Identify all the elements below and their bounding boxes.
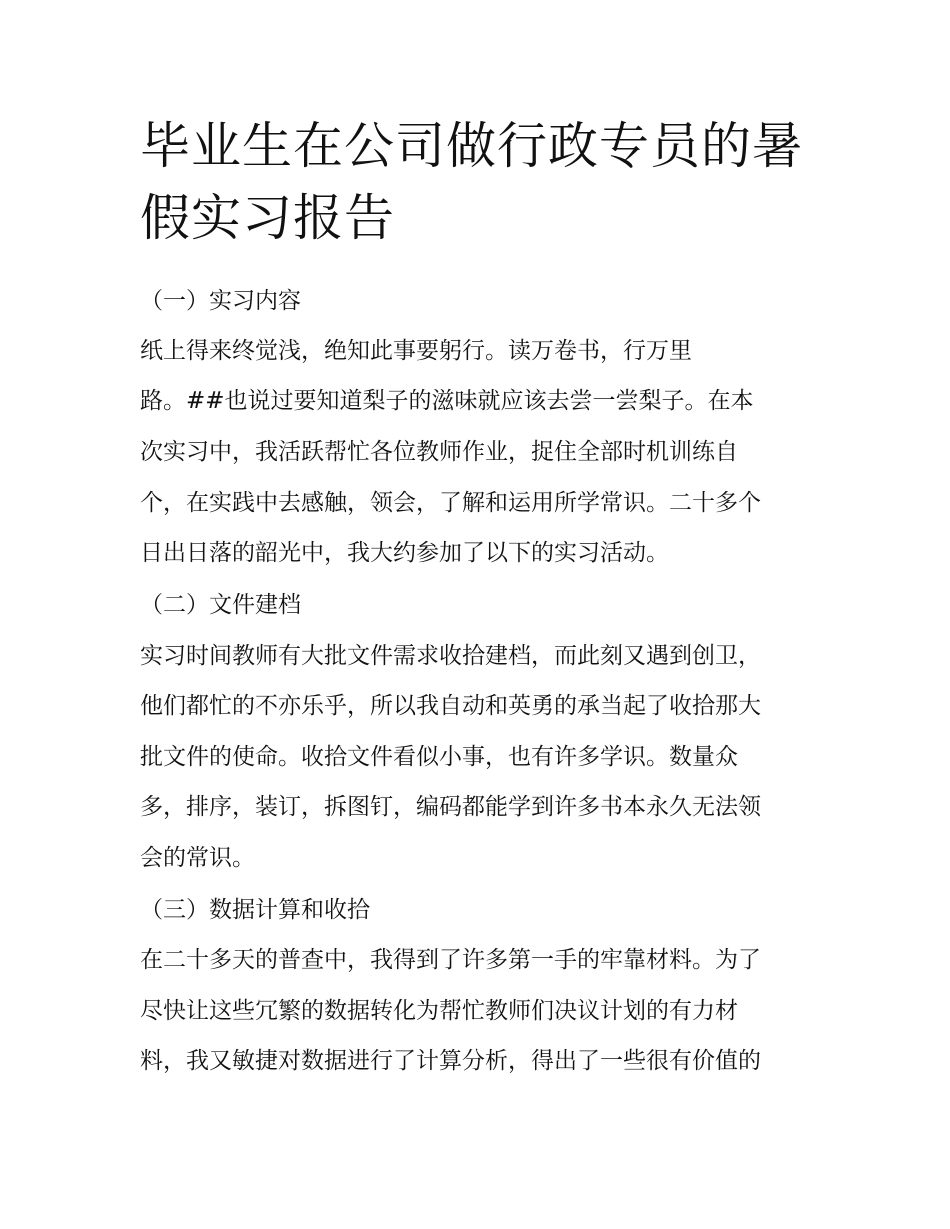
paragraph-line: 次实习中，我活跃帮忙各位教师作业，捉住全部时机训练自 [140, 439, 738, 465]
paragraph-line: 路。##也说过要知道梨子的滋味就应该去尝一尝梨子。在本 [140, 388, 754, 414]
paragraph-line: 多，排序，装订，拆图钉，编码都能学到许多书本永久无法领 [140, 794, 761, 820]
section-heading: （二）文件建档 [140, 592, 301, 618]
paragraph-line: 料，我又敏捷对数据进行了计算分析，得出了一些很有价值的 [140, 1048, 761, 1074]
document-title: 毕业生在公司做行政专员的暑假实习报告 [140, 117, 803, 247]
paragraph-line: 批文件的使命。收拾文件看似小事，也有许多学识。数量众 [140, 744, 738, 770]
paragraph-line: 纸上得来终觉浅，绝知此事要躬行。读万卷书，行万里 [140, 338, 692, 364]
paragraph-line: 在二十多天的普查中，我得到了许多第一手的牢靠材料。为了 [140, 947, 761, 973]
paragraph-line: 日出日落的韶光中，我大约参加了以下的实习活动。 [140, 540, 669, 566]
paragraph-line: 会的常识。 [140, 845, 255, 871]
paragraph-line: 他们都忙的不亦乐乎，所以我自动和英勇的承当起了收拾那大 [140, 693, 761, 719]
section-heading: （一）实习内容 [140, 288, 301, 314]
section-heading: （三）数据计算和收拾 [140, 897, 370, 923]
paragraph-line: 尽快让这些冗繁的数据转化为帮忙教师们决议计划的有力材 [140, 998, 738, 1024]
paragraph-line: 实习时间教师有大批文件需求收拾建档，而此刻又遇到创卫， [140, 643, 761, 669]
paragraph-line: 个，在实践中去感触，领会，了解和运用所学常识。二十多个 [140, 490, 761, 516]
